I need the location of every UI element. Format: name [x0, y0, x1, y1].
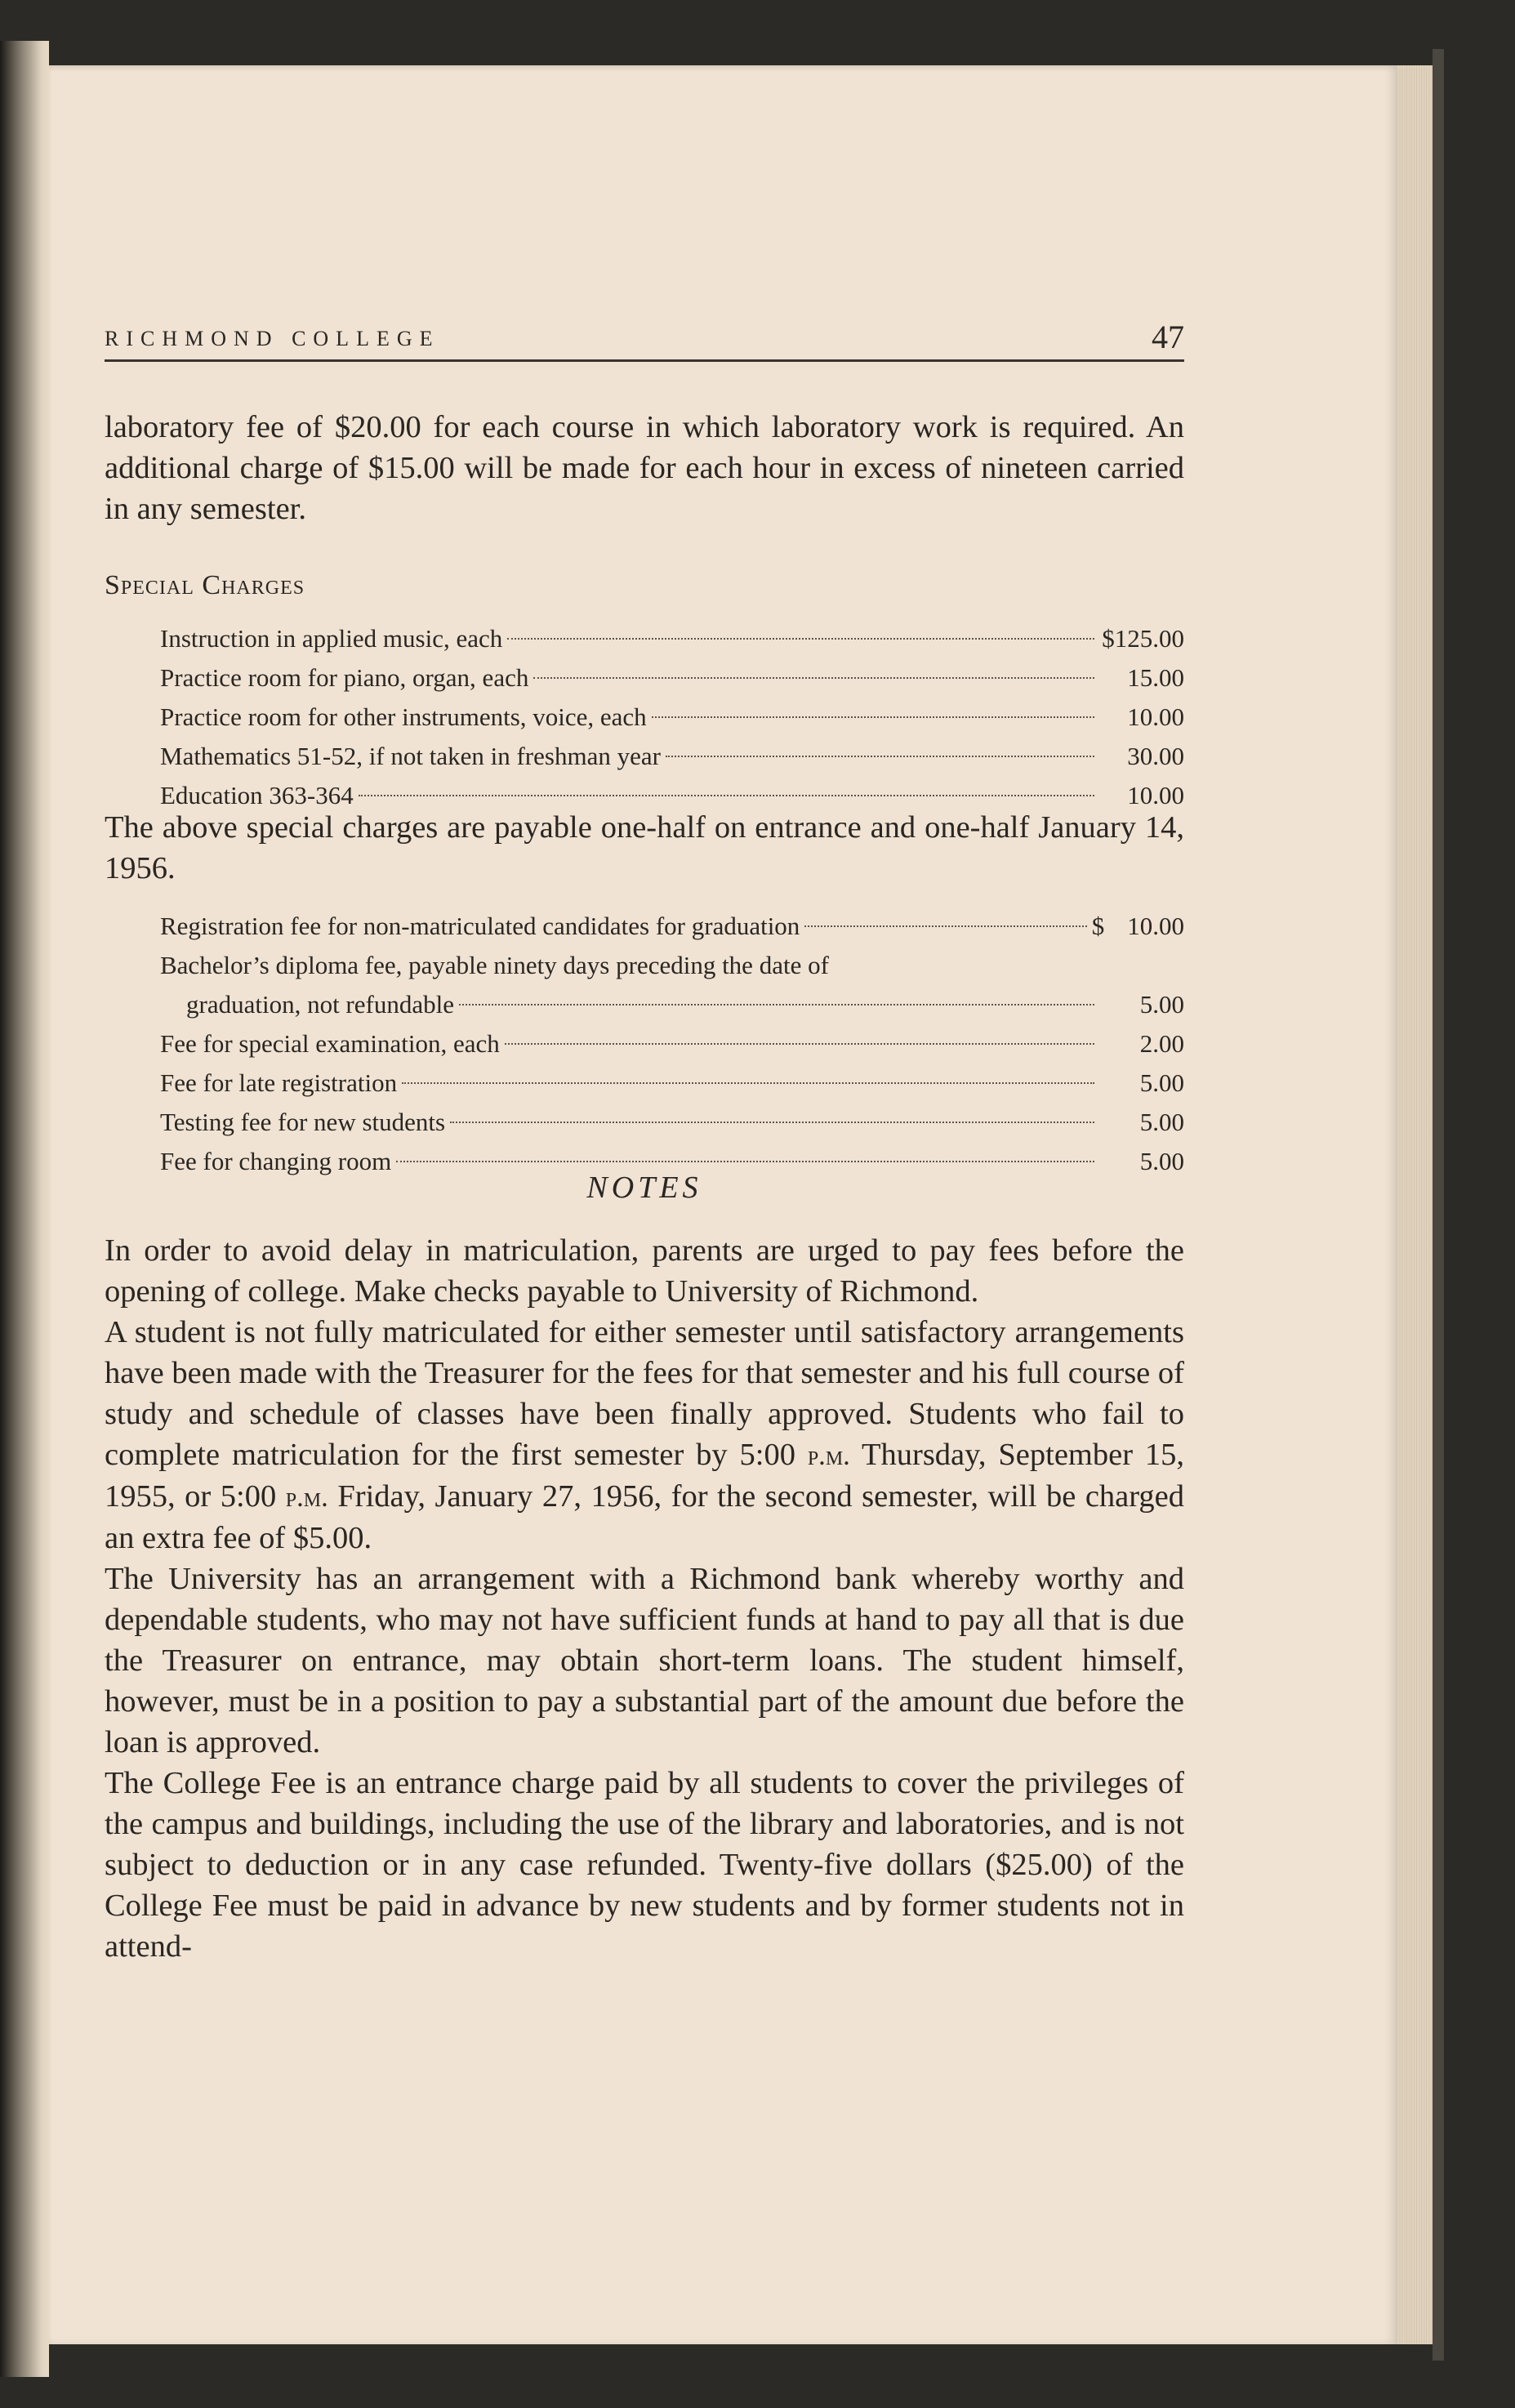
- notes-heading: NOTES: [586, 1171, 702, 1205]
- fee-label: Mathematics 51-52, if not taken in freshman year: [160, 742, 661, 770]
- fee-amount: $125.00: [1102, 624, 1184, 653]
- fee-label: Instruction in applied music, each: [160, 624, 503, 653]
- fee-amount: 5.00: [1139, 1108, 1184, 1136]
- notes-paragraph: In order to avoid delay in matriculation, parents are urged to pay fees before the opening of college. Make checks payable to University of Richmond.: [105, 1233, 1184, 1309]
- fee-label: graduation, not refundable: [186, 990, 454, 1019]
- fee-row: [160, 907, 1184, 946]
- dot-leader: [450, 1122, 1094, 1123]
- fee-row: [160, 698, 1184, 737]
- dot-leader: [804, 925, 1086, 927]
- fee-row: [160, 1103, 1184, 1142]
- fee-amount: 10.00: [1127, 702, 1184, 731]
- time-suffix: p.m.: [807, 1440, 850, 1471]
- fee-row: [160, 985, 1184, 1024]
- dot-leader: [533, 677, 1094, 679]
- fee-label: Education 363-364: [160, 781, 354, 809]
- currency-symbol: $: [1091, 912, 1105, 940]
- fee-label: Fee for late registration: [160, 1068, 398, 1097]
- special-charges-list: [160, 619, 1184, 815]
- fee-amount: 5.00: [1139, 990, 1184, 1019]
- notes-paragraph: The College Fee is an entrance charge paid by all students to cover the privileges of the campus and buildings, including the use of the library and laboratories, and is not subject to deduction or in any case refunded. Twenty-five dollars ($25.00) of the College Fee must be paid in advance by new students and by former students not in attend-: [105, 1766, 1184, 1964]
- fee-label: Registration fee for non-matriculated candidates for graduation: [160, 912, 800, 940]
- time-suffix: p.m.: [285, 1482, 328, 1513]
- dot-leader: [652, 716, 1094, 718]
- notes-paragraph: The University has an arrangement with a Richmond bank whereby worthy and dependable students, who may not have sufficient funds at hand to pay all that is due the Treasurer on entrance, may obtain short-term loans. The student himself, however, must be in a position to pay a substantial part of the amount due before the loan is approved.: [105, 1562, 1184, 1759]
- dot-leader: [459, 1004, 1094, 1006]
- fee-label: Practice room for other instruments, voice, each: [160, 702, 647, 731]
- page-number: 47: [1152, 319, 1184, 355]
- dot-leader: [402, 1082, 1094, 1084]
- dot-leader: [507, 638, 1094, 640]
- fee-label: Bachelor’s diploma fee, payable ninety days preceding the date of: [160, 951, 829, 979]
- fee-amount: 5.00: [1139, 1147, 1184, 1175]
- dot-leader: [505, 1043, 1094, 1045]
- fee-label: Practice room for piano, organ, each: [160, 663, 529, 692]
- fee-amount: 10.00: [1127, 781, 1184, 809]
- notes-text-segment: A student is not fully matriculated for either semester until satisfactory arrangements have been made with the Treasurer for the fees for that semester and his full course of study and schedule of classes have been finally approved. Students who fail to complete matriculation for the first semester by 5:00: [105, 1315, 1184, 1472]
- fee-row: [160, 737, 1184, 776]
- section-heading-special-charges: Special Charges: [105, 570, 305, 600]
- special-charges-payable-note: The above special charges are payable one-half on entrance and one-half January 14, 1956.: [105, 810, 1184, 885]
- fee-row: [160, 619, 1184, 658]
- dot-leader: [359, 795, 1094, 796]
- fee-row: [160, 1064, 1184, 1103]
- fee-amount: 30.00: [1127, 742, 1184, 770]
- notes-text-segment: Friday, January 27, 1956, for the second semester, will be charged an extra fee of $5.00.: [105, 1479, 1184, 1555]
- facing-page-edge: [0, 41, 49, 2377]
- fee-amount: 2.00: [1139, 1029, 1184, 1058]
- fee-label: Fee for changing room: [160, 1147, 392, 1175]
- running-head: RICHMOND COLLEGE: [105, 327, 440, 350]
- book-cover-edge: [1433, 49, 1444, 2361]
- fee-row: [160, 946, 1184, 985]
- fee-amount: 5.00: [1139, 1068, 1184, 1097]
- book-page: [49, 65, 1397, 2344]
- fee-amount: 15.00: [1127, 663, 1184, 692]
- fee-label: Testing fee for new students: [160, 1108, 446, 1136]
- dot-leader: [396, 1161, 1094, 1162]
- notes-section: [105, 1230, 1184, 1967]
- intro-paragraph: laboratory fee of $20.00 for each course in which laboratory work is required. An additional charge of $15.00 will be made for each hour in excess of nineteen carried in any semester.: [105, 410, 1184, 526]
- other-fees-list: [160, 907, 1184, 1181]
- fee-row: [160, 1024, 1184, 1064]
- fee-label: Fee for special examination, each: [160, 1029, 500, 1058]
- dot-leader: [666, 756, 1094, 757]
- notes-paragraph: [105, 1312, 1184, 1559]
- page-header: [105, 314, 1184, 362]
- page-block-edge: [1397, 65, 1435, 2344]
- fee-amount: 10.00: [1127, 912, 1184, 940]
- notes-text-segment: Thursday, September 15, 1955, or 5:00: [105, 1438, 1185, 1514]
- fee-row: [160, 658, 1184, 698]
